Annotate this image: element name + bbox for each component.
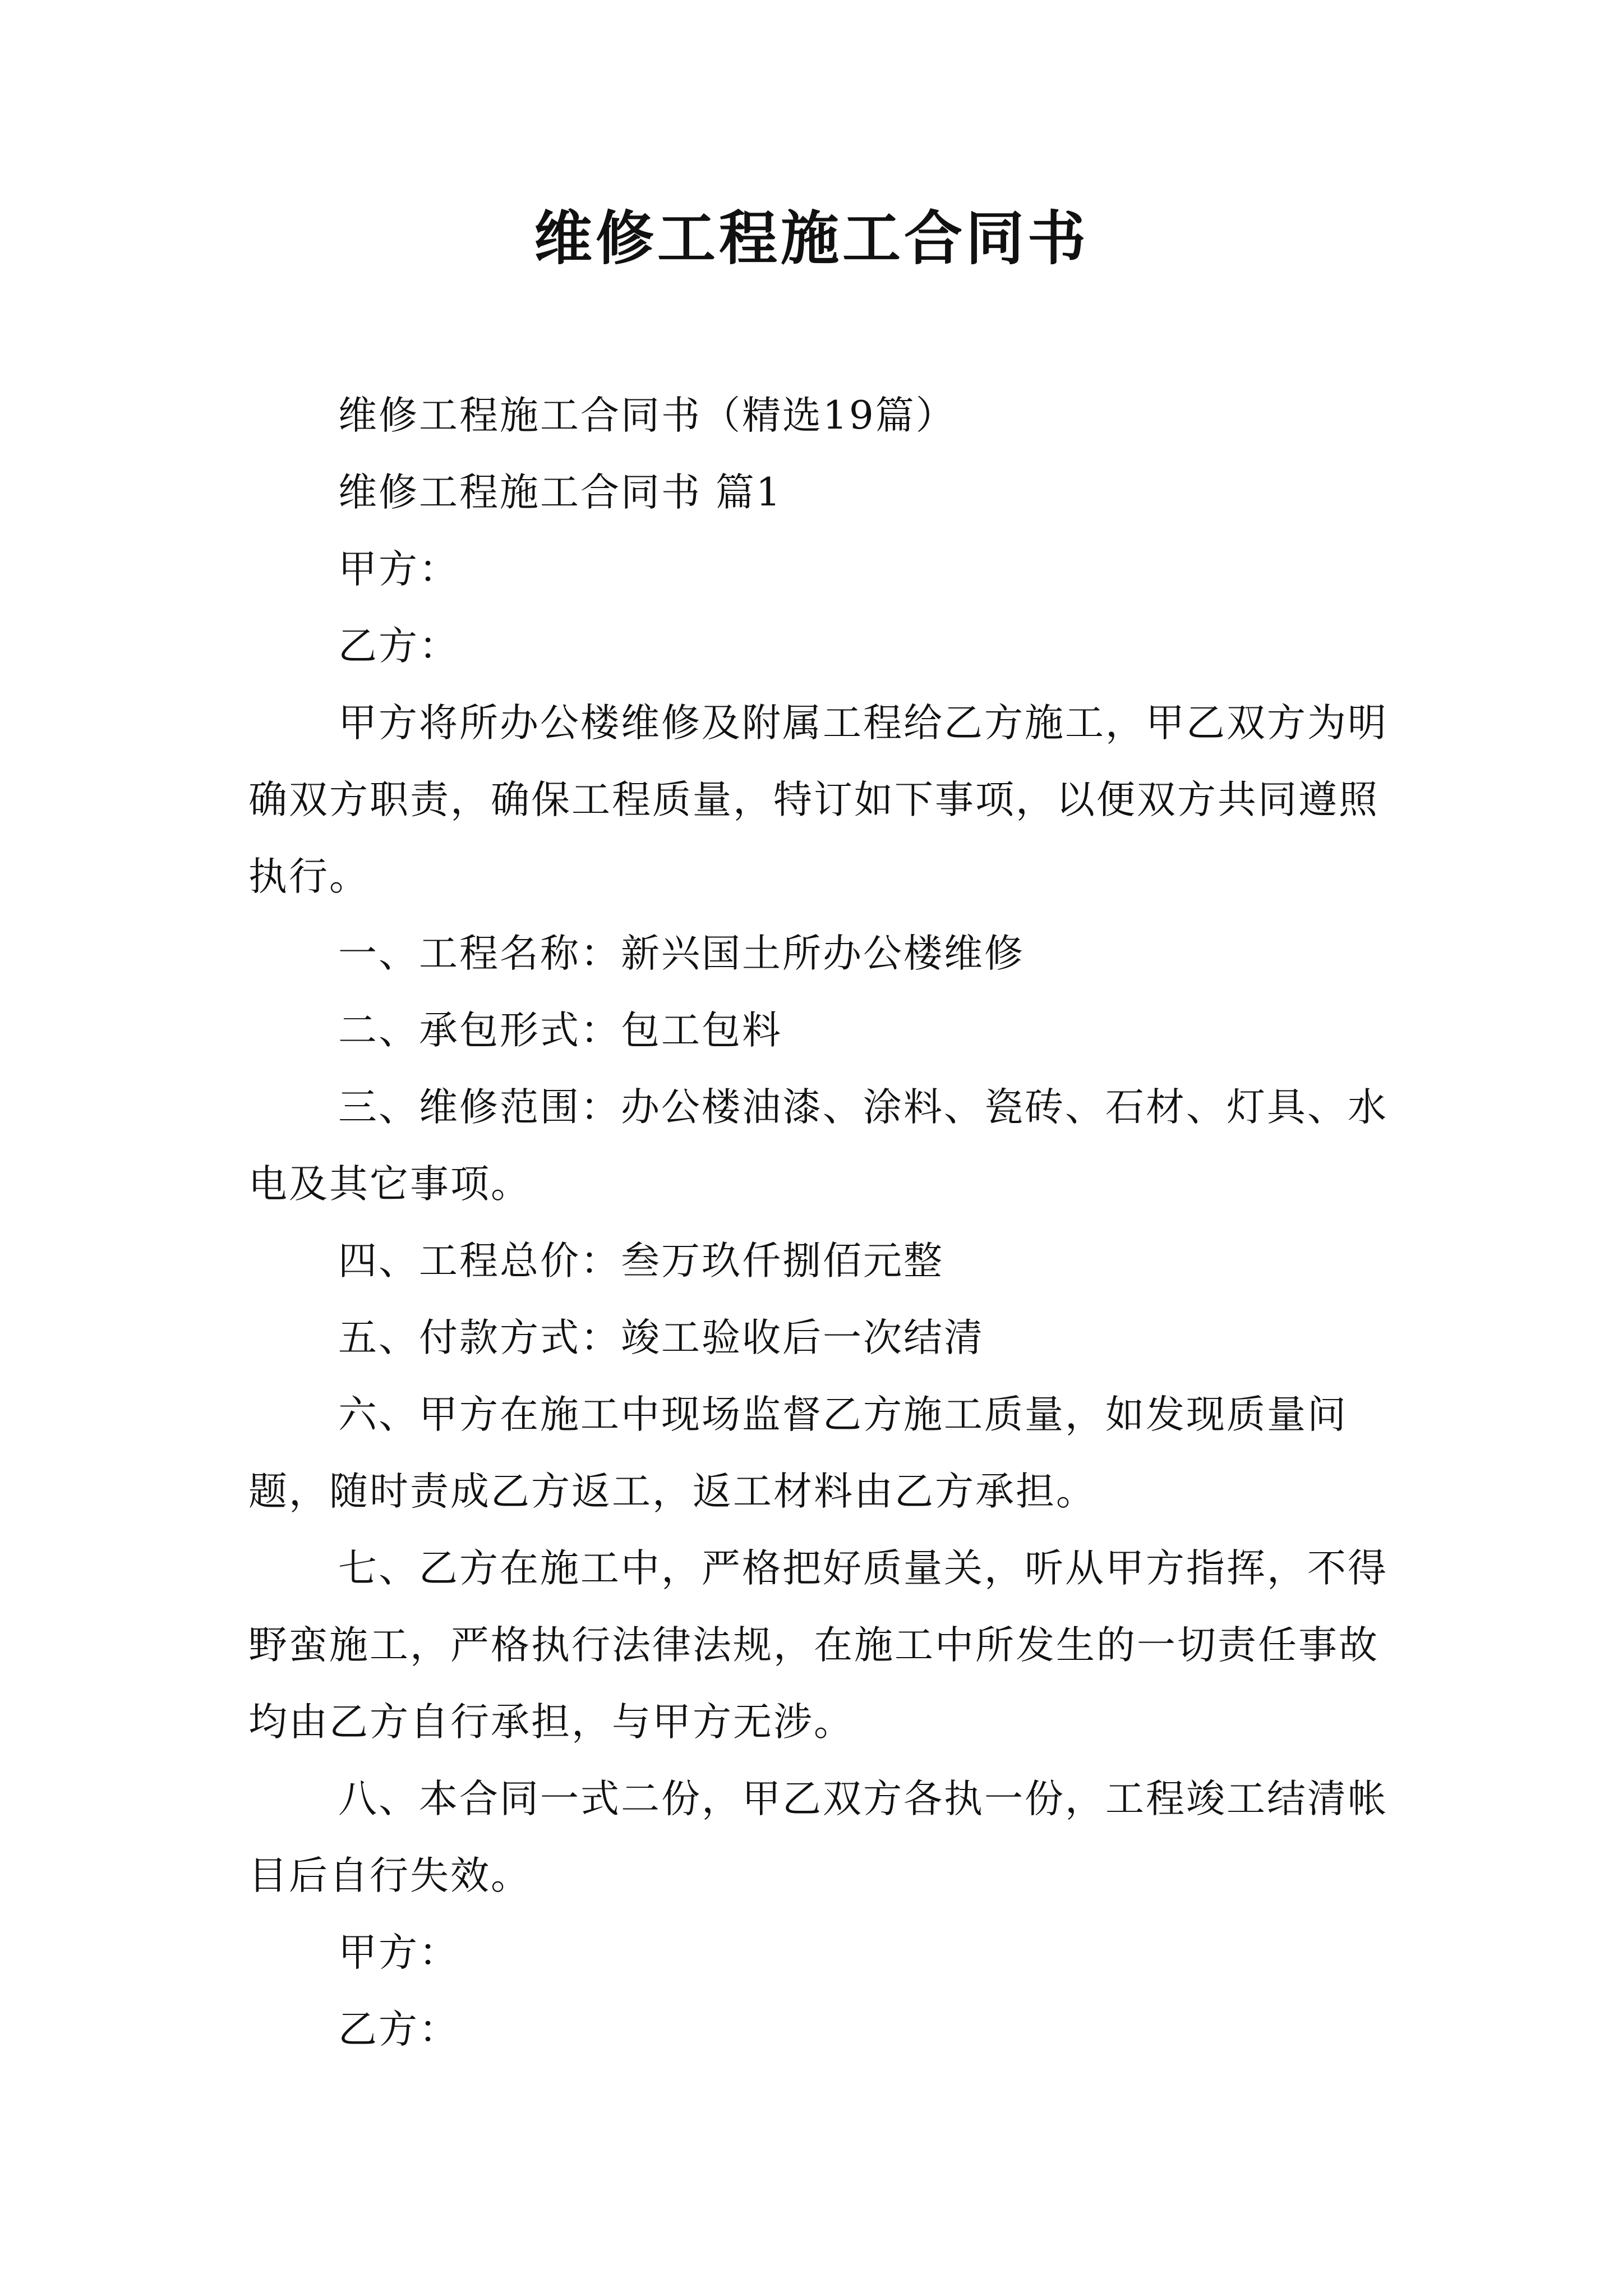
paragraph-clause-6: 六、甲方在施工中现场监督乙方施工质量，如发现质量问题，随时责成乙方返工，返工材料由乙方承担。 <box>248 1392 1348 1514</box>
paragraph-intro: 甲方将所办公楼维修及附属工程给乙方施工，甲乙双方为明确双方职责，确保工程质量，特订如下事项，以便双方共同遵照执行。 <box>248 701 1388 899</box>
paragraph-section-heading: 维修工程施工合同书 篇1 <box>338 470 782 515</box>
paragraph-clause-5: 五、付款方式：竣工验收后一次结清 <box>338 1315 984 1360</box>
paragraph-clause-4: 四、工程总价：叁万玖仟捌佰元整 <box>338 1239 944 1283</box>
document-body <box>248 378 1393 2068</box>
paragraph-clause-1: 一、工程名称：新兴国土所办公楼维修 <box>338 931 1025 976</box>
document-title: 维修工程施工合同书 <box>533 204 1089 273</box>
paragraph-party-a: 甲方： <box>338 547 459 592</box>
paragraph-signature-party-b: 乙方： <box>338 2007 459 2052</box>
paragraph-subtitle: 维修工程施工合同书（精选19篇） <box>338 393 956 438</box>
paragraph-clause-2: 二、承包形式：包工包料 <box>338 1008 782 1053</box>
paragraph-signature-party-a: 甲方： <box>338 1930 459 1975</box>
paragraph-clause-3: 三、维修范围：办公楼油漆、涂料、瓷砖、石材、灯具、水电及其它事项。 <box>248 1085 1388 1207</box>
paragraph-clause-8: 八、本合同一式二份，甲乙双方各执一份，工程竣工结清帐目后自行失效。 <box>248 1777 1388 1898</box>
paragraph-party-b: 乙方： <box>338 624 459 669</box>
paragraph-clause-7: 七、乙方在施工中，严格把好质量关，听从甲方指挥，不得野蛮施工，严格执行法律法规，在施工中所发生的一切责任事故均由乙方自行承担，与甲方无涉。 <box>248 1546 1388 1745</box>
